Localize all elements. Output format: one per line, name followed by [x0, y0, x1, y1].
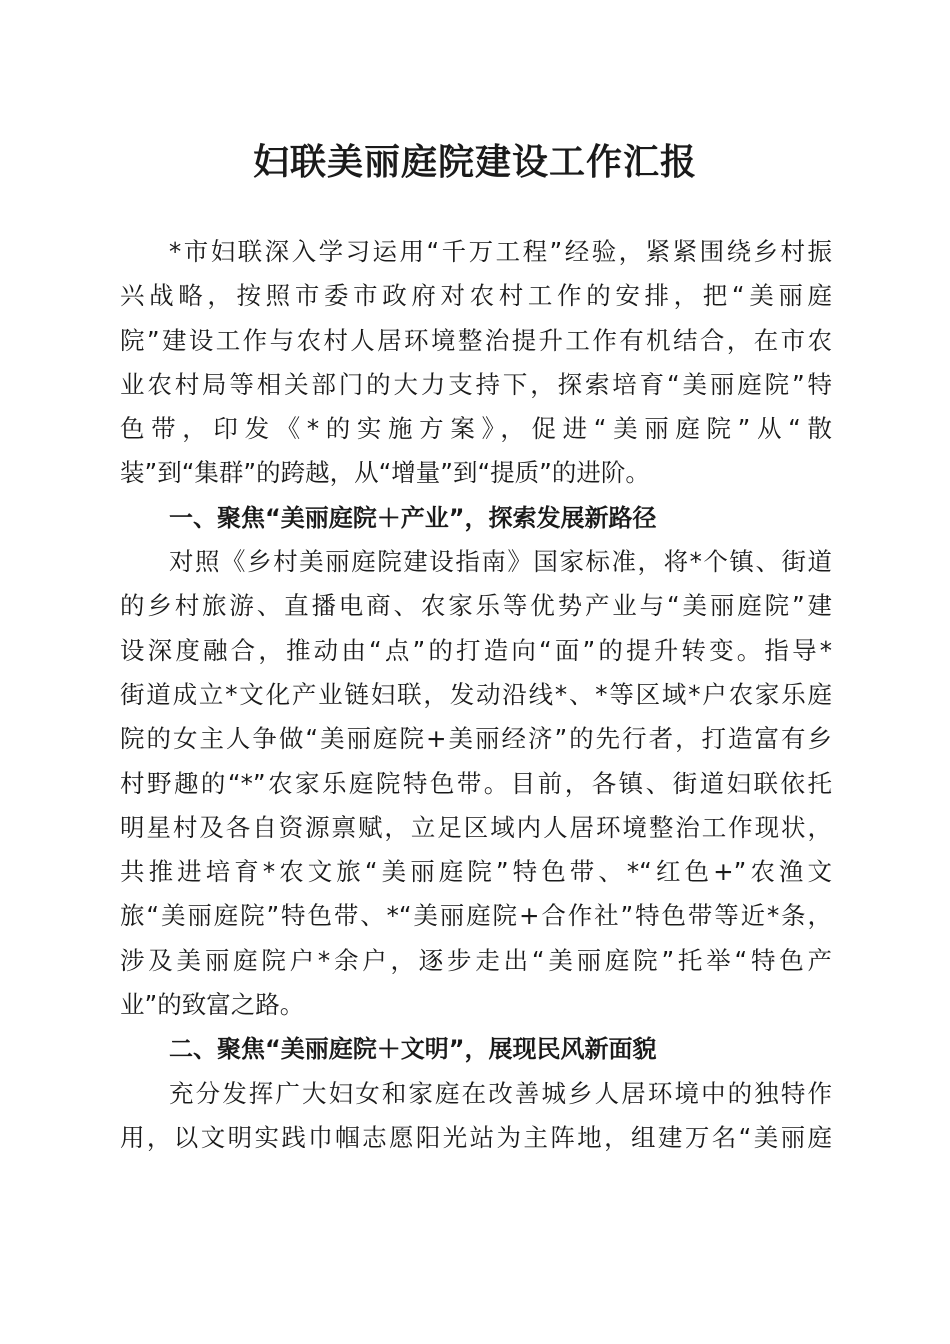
paragraph-line: 街道成立*文化产业链妇联，发动沿线*、*等区域*户农家乐庭: [120, 679, 832, 709]
paragraph-line: *市妇联深入学习运用“千万工程”经验，紧紧围绕乡村振: [169, 237, 832, 266]
document-body: [120, 230, 832, 1160]
document-title: 妇联美丽庭院建设工作汇报: [252, 141, 697, 183]
paragraph-line: 涉及美丽庭院户*余户，逐步走出“美丽庭院”托举“特色产: [120, 945, 832, 975]
paragraph-line: 装”到“集群”的跨越，从“增量”到“提质”的进阶。: [120, 458, 650, 488]
paragraph-line: 业”的致富之路。: [120, 990, 305, 1020]
paragraph-line: 旅“美丽庭院”特色带、*“美丽庭院+合作社”特色带等近*条，: [120, 901, 832, 931]
paragraph-line: 兴战略，按照市委市政府对农村工作的安排，把“美丽庭: [120, 281, 832, 311]
paragraph-line: 色带，印发《*的实施方案》，促进“美丽庭院”从“散: [120, 414, 832, 444]
paragraph-line: 的乡村旅游、直播电商、农家乐等优势产业与“美丽庭院”建: [120, 591, 832, 621]
paragraph-line: 共推进培育*农文旅“美丽庭院”特色带、*“红色+”农渔文: [120, 857, 832, 887]
paragraph-line: 对照《乡村美丽庭院建设指南》国家标准，将*个镇、街道: [169, 547, 832, 577]
paragraph-line: 院的女主人争做“美丽庭院+美丽经济”的先行者，打造富有乡: [120, 724, 832, 754]
paragraph-line: 充分发挥广大妇女和家庭在改善城乡人居环境中的独特作: [169, 1078, 832, 1108]
paragraph-line: 用，以文明实践巾帼志愿阳光站为主阵地，组建万名“美丽庭: [120, 1122, 832, 1152]
paragraph-line: 明星村及各自资源禀赋，立足区域内人居环境整治工作现状，: [120, 812, 832, 842]
section-heading: 二、聚焦“美丽庭院＋文明”，展现民风新面貌: [169, 1035, 657, 1064]
paragraph-line: 业农村局等相关部门的大力支持下，探索培育“美丽庭院”特: [120, 369, 832, 399]
paragraph-line: 设深度融合，推动由“点”的打造向“面”的提升转变。指导*: [120, 635, 832, 665]
paragraph-line: 村野趣的“*”农家乐庭院特色带。目前，各镇、街道妇联依托: [120, 768, 832, 798]
section-heading: 一、聚焦“美丽庭院＋产业”，探索发展新路径: [169, 503, 657, 532]
paragraph-line: 院”建设工作与农村人居环境整治提升工作有机结合，在市农: [120, 325, 832, 355]
